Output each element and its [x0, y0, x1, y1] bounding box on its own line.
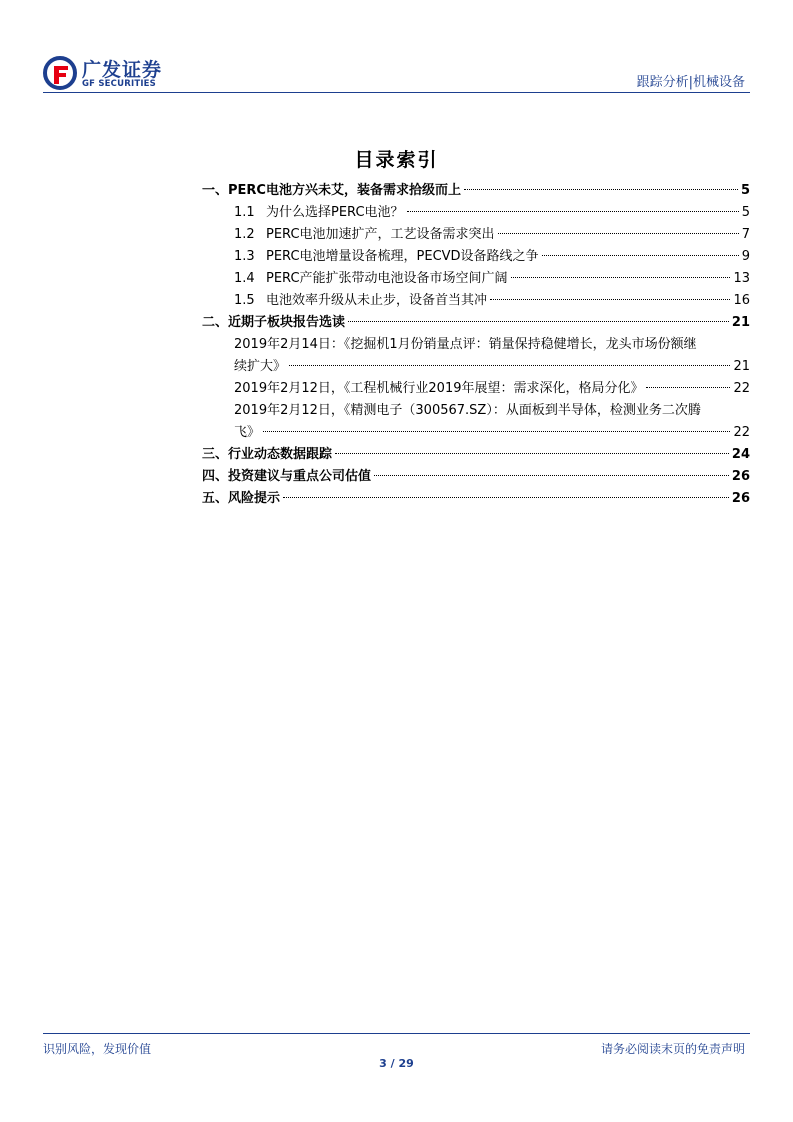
toc-leader-dots: [289, 365, 730, 366]
toc-entry-number: 1.1: [234, 205, 255, 220]
toc-entry[interactable]: [202, 290, 750, 312]
toc-entry[interactable]: [202, 246, 750, 268]
toc-entry[interactable]: [202, 312, 750, 334]
toc-entry-text-line2: 飞》: [234, 425, 261, 440]
toc-entry-number: 1.5: [234, 293, 255, 308]
toc-page-number: 26: [731, 491, 750, 506]
toc-entry-text: PERC电池方兴未艾，装备需求拾级而上: [228, 183, 461, 198]
toc-leader-dots: [542, 255, 739, 256]
toc-entry[interactable]: [202, 400, 750, 444]
toc-title: 目录索引: [354, 149, 439, 171]
toc-leader-dots: [348, 321, 729, 322]
logo-chinese-name: 广发证券: [82, 59, 163, 81]
toc-leader-dots: [511, 277, 731, 278]
toc-leader-dots: [490, 299, 730, 300]
logo-english-name: GF SECURITIES: [82, 79, 157, 89]
toc-entry-text-line1: 2019年2月12日，《精测电子（300567.SZ）：从面板到半导体，检测业务二次腾: [234, 403, 701, 418]
toc-entry[interactable]: [202, 180, 750, 202]
toc-entry-number: 1.3: [234, 249, 255, 264]
toc-page-number: 21: [733, 359, 750, 374]
footer-slogan: 识别风险，发现价值: [43, 1042, 152, 1056]
toc-page-number: 5: [741, 205, 750, 220]
toc-entry-number: 四、: [202, 469, 229, 484]
toc-entry[interactable]: [202, 268, 750, 290]
toc-leader-dots: [407, 211, 739, 212]
toc-entry-number: 1.4: [234, 271, 255, 286]
toc-leader-dots: [335, 453, 729, 454]
toc-entry-number: 五、: [202, 491, 229, 506]
toc-entry-text: 近期子板块报告选读: [228, 315, 346, 330]
toc-entry-text-line1: 2019年2月14日：《挖掘机1月份销量点评：销量保持稳健增长，龙头市场份额继: [234, 337, 697, 352]
toc-page-number: 5: [740, 183, 750, 198]
toc-page-number: 21: [731, 315, 750, 330]
toc-leader-dots: [464, 189, 738, 190]
toc-page-number: 16: [733, 293, 750, 308]
toc-entry[interactable]: [202, 202, 750, 224]
toc-entry[interactable]: [202, 334, 750, 378]
toc-entry-number: 一、: [202, 183, 229, 198]
page-number: 3 / 29: [379, 1057, 414, 1070]
toc-entry-text: 风险提示: [228, 491, 281, 506]
toc-entry-number: 二、: [202, 315, 229, 330]
toc-entry-text: 行业动态数据跟踪: [228, 447, 333, 462]
toc-leader-dots: [498, 233, 739, 234]
toc-entry[interactable]: [202, 378, 750, 400]
toc-entry[interactable]: [202, 444, 750, 466]
toc-page-number: 13: [733, 271, 750, 286]
toc-page-number: 22: [733, 425, 750, 440]
toc-entry-text: 2019年2月12日，《工程机械行业2019年展望：需求深化，格局分化》: [234, 381, 644, 396]
gf-logo-icon: [43, 56, 77, 90]
toc-page-number: 7: [741, 227, 750, 242]
toc-leader-dots: [374, 475, 729, 476]
toc-page-number: 24: [731, 447, 750, 462]
report-category: 跟踪分析|机械设备: [636, 75, 745, 90]
toc-entry-text: 投资建议与重点公司估值: [228, 469, 372, 484]
toc-entry[interactable]: [202, 224, 750, 246]
toc-entry[interactable]: [202, 466, 750, 488]
header-divider: [43, 92, 750, 93]
toc-entry[interactable]: [202, 488, 750, 510]
toc-page-number: 26: [731, 469, 750, 484]
company-logo: [43, 55, 168, 91]
toc-entry-text: 为什么选择PERC电池？: [266, 205, 404, 220]
toc-leader-dots: [263, 431, 730, 432]
footer-disclaimer-note: 请务必阅读末页的免责声明: [600, 1042, 745, 1056]
toc-entry-number: 1.2: [234, 227, 255, 242]
toc-entry-text: PERC电池增量设备梳理，PECVD设备路线之争: [266, 249, 539, 264]
toc-leader-dots: [283, 497, 729, 498]
toc-page-number: 9: [741, 249, 750, 264]
toc-entry-number: 三、: [202, 447, 229, 462]
toc-entry-text-line2: 续扩大》: [234, 359, 287, 374]
toc-leader-dots: [646, 387, 730, 388]
toc-entry-text: 电池效率升级从未止步，设备首当其冲: [266, 293, 488, 308]
toc-page-number: 22: [733, 381, 750, 396]
table-of-contents: [202, 180, 750, 510]
footer-divider: [43, 1033, 750, 1034]
toc-entry-text: PERC产能扩张带动电池设备市场空间广阔: [266, 271, 508, 286]
toc-entry-text: PERC电池加速扩产，工艺设备需求突出: [266, 227, 495, 242]
